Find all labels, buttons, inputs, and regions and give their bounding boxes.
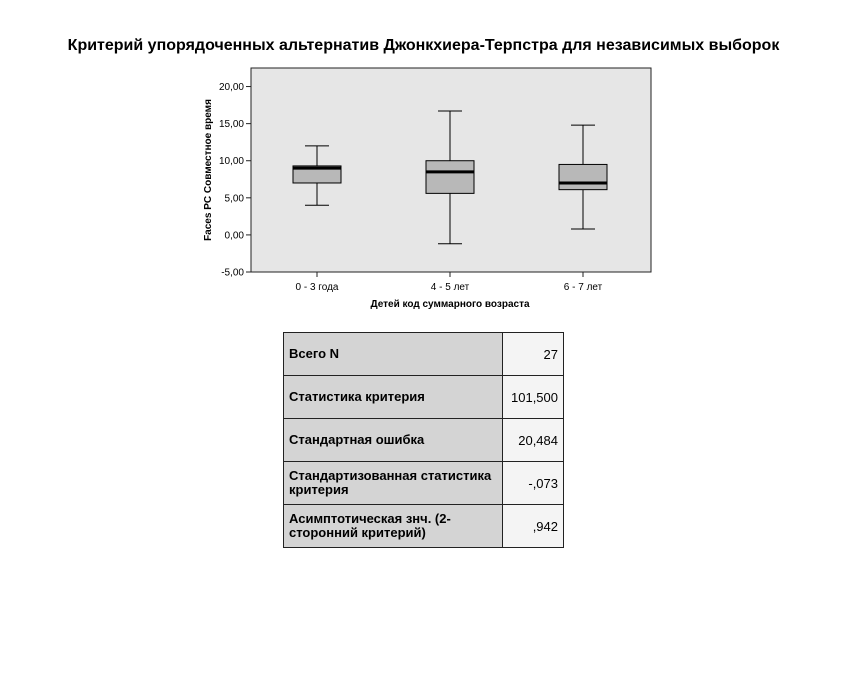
- stats-row: [284, 505, 564, 548]
- stats-value: -,073: [503, 462, 564, 505]
- x-tick-label: 4 - 5 лет: [430, 282, 470, 293]
- stats-value: 101,500: [503, 376, 564, 419]
- stats-label: Стандартизованная статистика критерия: [284, 462, 503, 505]
- stats-row: [284, 376, 564, 419]
- stats-row: [284, 462, 564, 505]
- stats-label: Асимптотическая знч. (2-сторонний критерий): [284, 505, 503, 548]
- x-tick-label: 6 - 7 лет: [563, 282, 603, 293]
- x-tick-label: 0 - 3 года: [295, 282, 339, 293]
- y-axis-label: Faces PC Совместное время: [203, 99, 214, 241]
- iqr-box: [559, 164, 607, 189]
- y-tick-label: 5,00: [224, 193, 244, 205]
- iqr-box: [426, 161, 474, 194]
- statistics-table: [283, 332, 564, 548]
- stats-label: Статистика критерия: [284, 376, 503, 419]
- x-axis-label: Детей код суммарного возраста: [370, 299, 530, 310]
- stats-value: ,942: [503, 505, 564, 548]
- boxplot-chart: [0, 0, 847, 320]
- stats-label: Стандартная ошибка: [284, 419, 503, 462]
- y-tick-label: 0,00: [224, 230, 244, 242]
- y-tick-label: 10,00: [218, 156, 244, 168]
- chart-title: Критерий упорядоченных альтернатив Джонкхиера-Терпстра для независимых выборок: [67, 37, 780, 54]
- y-tick-label: 20,00: [218, 82, 244, 94]
- y-axis: [219, 82, 251, 278]
- stats-row: [284, 419, 564, 462]
- stats-value: 27: [503, 333, 564, 376]
- y-tick-label: -5,00: [221, 267, 244, 279]
- stats-label: Всего N: [284, 333, 503, 376]
- stats-value: 20,484: [503, 419, 564, 462]
- stats-row: [284, 333, 564, 376]
- y-tick-label: 15,00: [218, 119, 244, 131]
- x-axis: [296, 272, 603, 293]
